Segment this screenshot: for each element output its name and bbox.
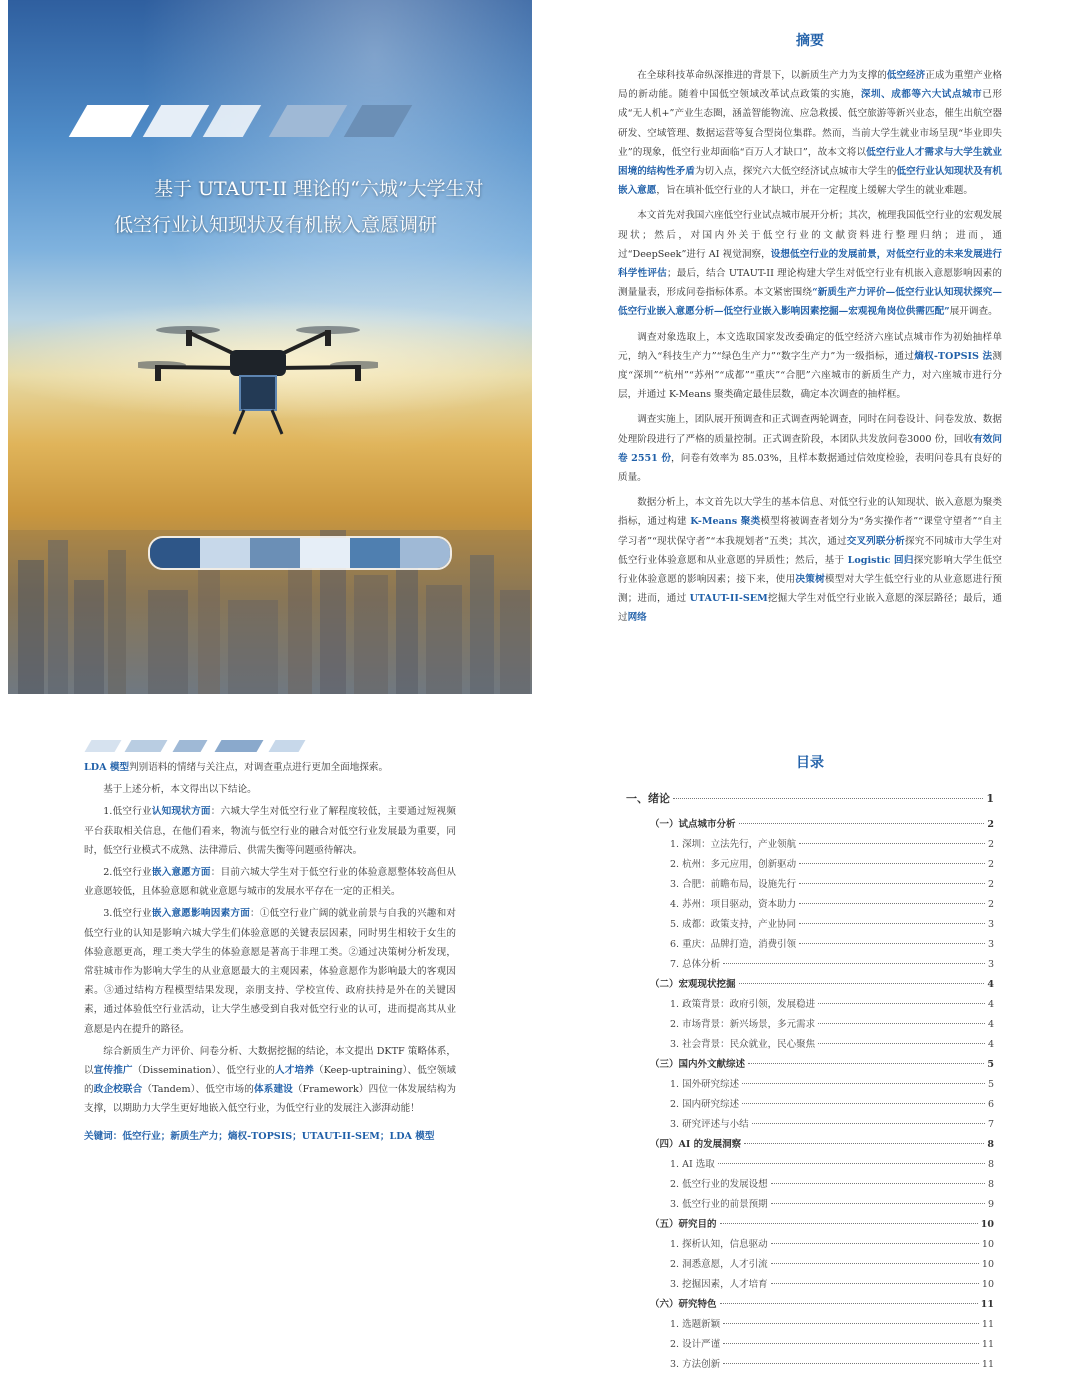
paragraph-text: 本文首先对我国六座低空行业试点城市展开分析；其次，梳理我国低空行业的宏观发展现状；然后，对国内外关于低空行业的文献资料进行整理归纳；进而，通过“DeepSeek”进行 AI 视觉洞察， [618, 210, 1002, 260]
toc-entry-page: 7 [987, 1119, 994, 1130]
body-paragraph [84, 802, 456, 860]
highlight-text: 人才培养 [275, 1065, 314, 1077]
strip-segment [300, 538, 350, 568]
body-paragraph [618, 328, 1002, 405]
toc-entry-page: 8 [987, 1159, 994, 1170]
toc-entry-page: 2 [987, 839, 994, 850]
strip-segment [250, 538, 300, 568]
toc-entry-title: 2. 洞悉意愿，人才引流 [670, 1259, 768, 1270]
highlight-text: UTAUT-II-SEM [689, 593, 768, 605]
highlight-text: 政企校联合 [93, 1084, 143, 1096]
body-paragraph [618, 493, 1002, 627]
toc-entry[interactable] [626, 936, 994, 956]
highlight-text: 低空经济 [886, 70, 926, 81]
toc-entry-page: 4 [987, 1039, 994, 1050]
highlight-text: 设想低空行业的发展前景，对低空行业的未来发展进行科学性评估 [618, 248, 1003, 280]
toc-entry[interactable] [626, 916, 994, 936]
toc-entry[interactable] [626, 1356, 994, 1376]
toc-entry[interactable] [626, 976, 994, 996]
strip-segment [200, 538, 250, 568]
highlight-text: “新质生产力评价—低空行业认知现状探究—低空行业嵌入意愿分析—低空行业嵌入影响因素挖掘—宏观视角岗位供需匹配” [618, 287, 1002, 318]
toc-entry[interactable] [626, 1016, 994, 1036]
body-paragraph [84, 780, 456, 799]
highlight-text: 低空行业人才需求与大学生就业困境的结构性矛盾 [618, 146, 1003, 178]
toc-entry-title: （一）试点城市分析 [650, 819, 736, 830]
toc-entry-title: 3. 方法创新 [670, 1359, 721, 1370]
highlight-text: 熵权-TOPSIS 法 [914, 350, 993, 362]
toc-leader-dots [799, 923, 985, 924]
abstract-heading: 摘要 [796, 33, 824, 49]
deco-bar [125, 740, 168, 752]
paragraph-text: 调查实施上，团队展开预调查和正式调查两轮调查，同时在问卷设计、问卷发放、数据处理阶段进行了严格的质量控制。正式调查阶段，本团队共发放问卷3000 份，回收 [618, 414, 1002, 445]
paragraph-text: 展开调查。 [949, 306, 998, 318]
deco-bar [269, 740, 306, 752]
body-paragraph [84, 758, 456, 777]
highlight-text: 宣传推广 [93, 1065, 133, 1077]
toc-entry-page: 5 [987, 1079, 994, 1090]
toc-leader-dots [723, 1363, 979, 1364]
toc-entry-title: 1. 深圳：立法先行，产业领航 [670, 839, 797, 850]
deco-bar [215, 740, 264, 752]
toc-entry-title: 2. 市场背景：新兴场景，多元需求 [670, 1019, 816, 1030]
paragraph-text: 调查对象选取上，本文选取国家发改委确定的低空经济六座试点城市作为初始抽样单元，纳入“科技生产力”“绿色生产力”“数字生产力”为一级指标，通过 [618, 331, 1002, 362]
deco-bar [269, 105, 347, 137]
toc-entry-title: （五）研究目的 [650, 1219, 717, 1230]
toc-entry-title: 2. 杭州：多元应用，创新驱动 [670, 859, 797, 870]
toc-leader-dots [673, 798, 983, 799]
toc-entry-title: 6. 重庆：品牌打造，消费引领 [670, 939, 797, 950]
toc-leader-dots [720, 1223, 978, 1224]
paragraph-text: （Tandem）、低空市场的 [142, 1084, 254, 1096]
toc-leader-dots [799, 883, 985, 884]
toc-entry-title: （六）研究特色 [650, 1299, 717, 1310]
toc-entry[interactable] [626, 1096, 994, 1116]
paragraph-text: ；最后，结合 UTAUT-II 理论构建大学生对低空行业有机嵌入意愿影响因素的测量量表，形成问卷指标体系。本文紧密围绕 [618, 268, 1002, 299]
strip-segment [400, 538, 450, 568]
highlight-text: 深圳、成都等六大试点城市 [860, 89, 983, 101]
paragraph-text: 1.低空行业 [103, 806, 152, 818]
toc-leader-dots [799, 863, 985, 864]
toc-entry[interactable] [626, 836, 994, 856]
cover-title-line2: 低空行业认知现状及有机嵌入意愿调研 [114, 214, 438, 236]
paragraph-text: 测度“深圳”“杭州”“苏州”“成都”“重庆”“合肥”六座城市的新质生产力，对六座城市进行分层，并通过 K-Means 聚类确定最佳层数，确定本次调查的抽样框。 [618, 350, 1002, 401]
toc-entry-page: 10 [981, 1239, 994, 1250]
toc-leader-dots [744, 1143, 984, 1144]
cover-page [8, 0, 532, 694]
toc-entry[interactable] [626, 1316, 994, 1336]
strip-segment [150, 538, 200, 568]
abstract-body [618, 66, 1002, 628]
paragraph-text: 模型将被调查者划分为“务实操作者”“课堂守望者”“自主学习者”“现状保守者”“本我规划者”五类；其次，通过 [618, 516, 1002, 547]
toc-entry[interactable] [626, 1116, 994, 1136]
body-paragraph [618, 206, 1002, 321]
toc-entry-page: 3 [987, 919, 994, 930]
toc-entry-page: 2 [987, 859, 994, 870]
toc-entry-title: 1. 国外研究综述 [670, 1079, 740, 1090]
toc-entry[interactable] [626, 876, 994, 896]
paragraph-text: （Dissemination）、低空行业的 [132, 1065, 276, 1077]
toc-entry-title: 1. 政策背景：政府引领，发展稳进 [670, 999, 816, 1010]
toc-leader-dots [742, 1083, 985, 1084]
toc-leader-dots [723, 963, 985, 964]
toc-entry[interactable] [626, 1176, 994, 1196]
toc-entry[interactable] [626, 896, 994, 916]
toc-entry[interactable] [626, 1296, 994, 1316]
toc-leader-dots [739, 983, 985, 984]
toc-entry-page: 11 [980, 1299, 994, 1310]
toc-leader-dots [752, 1123, 985, 1124]
conclusion-page [84, 738, 456, 1149]
toc-entry-page: 2 [987, 899, 994, 910]
toc-entry-title: 2. 低空行业的发展设想 [670, 1179, 768, 1190]
toc-entry-page: 10 [981, 1259, 994, 1270]
toc-entry-page: 5 [987, 1059, 994, 1070]
toc-entry[interactable] [626, 856, 994, 876]
highlight-text: K-Means 聚类 [690, 516, 761, 528]
toc-entry-page: 9 [987, 1199, 994, 1210]
toc-leader-dots [799, 843, 985, 844]
toc-entry-title: 7. 总体分析 [670, 959, 721, 970]
decorative-bars [84, 738, 456, 754]
paragraph-text: ，问卷有效率为 85.03%，且样本数据通过信效度检验，表明问卷具有良好的质量。 [618, 452, 1002, 484]
toc-entry-page: 3 [987, 939, 994, 950]
toc-entry-title: 1. 选题新颖 [670, 1319, 721, 1330]
toc-leader-dots [723, 1323, 979, 1324]
paragraph-text: 3.低空行业 [103, 908, 152, 920]
toc-entry[interactable] [626, 1156, 994, 1176]
toc-entry-page: 11 [981, 1339, 994, 1350]
toc-entry-title: 一、绪论 [626, 792, 670, 805]
paragraph-text: ：①低空行业广阔的就业前景与自我的兴趣和对低空行业的认知是影响六城大学生们体验意愿的关键表层因素，同时男生相较于女生的体验意愿更高，理工类大学生的体验意愿是著高于非理工类。②通过决策树分析发现，常驻城市作为影响大学生的从业意愿最大的主观因素，体验意愿作为影响最大的客观因素。③通过结构方程模型结果发现，亲朋支持、学校宣传、政府扶持是外在的关键因素，通过体验低空行业活动，让大学生感受到自我对低空行业的认可，进而提高其从业意愿是内在提升的路径。 [84, 908, 456, 1035]
body-paragraph [84, 1042, 456, 1119]
toc-entry-title: 3. 合肥：前瞻布局，设施先行 [670, 879, 797, 890]
body-paragraph [84, 863, 456, 901]
toc-entry-title: （四）AI 的发展洞察 [650, 1139, 742, 1150]
toc-entry[interactable] [626, 816, 994, 836]
paragraph-text: 为切入点，探究六大低空经济试点城市大学生的 [694, 166, 897, 178]
toc-leader-dots [718, 1163, 985, 1164]
table-of-contents [626, 752, 994, 1376]
highlight-text: 认知现状方面 [151, 806, 211, 818]
toc-entry-title: （三）国内外文献综述 [650, 1059, 746, 1070]
toc-leader-dots [771, 1263, 979, 1264]
paragraph-text: 正成为重塑产业格局的新动能。随着中国低空领域改革试点政策的实施， [618, 70, 1003, 101]
highlight-text: 交叉列联分析 [846, 535, 906, 547]
highlight-text: 网络 [627, 612, 647, 624]
deco-bar [173, 740, 208, 752]
toc-entry-page: 10 [980, 1219, 994, 1230]
toc-entry[interactable] [626, 956, 994, 976]
highlight-text: LDA 模型 [84, 762, 130, 773]
drone-illustration [138, 310, 378, 440]
strip-segment [350, 538, 400, 568]
decorative-strip [148, 536, 452, 570]
toc-entry-title: 3. 挖掘因素，人才培育 [670, 1279, 768, 1290]
body-paragraph [618, 410, 1002, 487]
highlight-text: 有效问卷 2551 份 [618, 433, 1003, 464]
highlight-text: 决策树 [795, 574, 825, 586]
paragraph-text: 基于上述分析，本文得出以下结论。 [103, 784, 257, 796]
abstract-page [618, 30, 1002, 634]
toc-leader-dots [818, 1043, 985, 1044]
toc-leader-dots [739, 823, 985, 824]
toc-entry-page: 8 [987, 1139, 994, 1150]
toc-leader-dots [742, 1103, 985, 1104]
toc-entry[interactable] [626, 1056, 994, 1076]
toc-entry[interactable] [626, 1196, 994, 1216]
toc-entry-page: 8 [987, 1179, 994, 1190]
keywords-line: 关键词：低空行业；新质生产力；熵权-TOPSIS；UTAUT-II-SEM；LDA 模型 [84, 1130, 435, 1142]
paragraph-text: ：目前六城大学生对于低空行业的体验意愿整体较高但从业意愿较低，且体验意愿和就业意愿与城市的发展水平存在一定的正相关。 [84, 867, 457, 898]
toc-entry-title: 2. 设计严谨 [670, 1339, 721, 1350]
body-paragraph [618, 66, 1002, 200]
toc-entry-page: 4 [987, 999, 994, 1010]
paragraph-text: 综合新质生产力评价、问卷分析、大数据挖掘的结论，本文提出 DKTF 策略体系，以 [84, 1045, 456, 1077]
paragraph-text: （Keep-uptraining）、低空领域的 [84, 1065, 457, 1096]
toc-entry-title: 1. AI 选取 [670, 1159, 715, 1170]
paragraph-text: 挖掘大学生对低空行业嵌入意愿的深层路径；最后，通过 [618, 593, 1002, 624]
toc-entry-page: 11 [981, 1319, 994, 1330]
toc-entry-page: 4 [987, 1019, 994, 1030]
toc-entry-title: （二）宏观现状挖掘 [650, 979, 736, 990]
highlight-text: 嵌入意愿方面 [151, 867, 211, 879]
toc-entry-page: 4 [987, 979, 994, 990]
body-paragraph [84, 904, 456, 1038]
paragraph-text: 2.低空行业 [103, 867, 152, 879]
paragraph-text: ：六城大学生对低空行业了解程度较低，主要通过短视频平台获取相关信息，在他们看来，物流与低空行业的融合对低空行业发展最为重要，同时，低空行业模式不成熟、法律滞后、供需失衡等问题亟待解决。 [84, 806, 457, 856]
cover-title-line1: 基于 UTAUT-II 理论的“六城”大学生对 [154, 178, 484, 200]
toc-entry[interactable] [626, 1036, 994, 1056]
highlight-text: Logistic 回归 [847, 554, 914, 566]
highlight-text: 低空行业认知现状及有机嵌入意愿 [618, 166, 1003, 197]
toc-entry[interactable] [626, 1256, 994, 1276]
toc-entry-title: 1. 探析认知，信息驱动 [670, 1239, 768, 1250]
deco-bar [85, 740, 122, 752]
toc-entry[interactable] [626, 1236, 994, 1256]
paragraph-text: （Framework）四位一体发展结构为支撑，以期助力大学生更好地嵌入低空行业，为低空行业的发展注入澎湃动能！ [84, 1084, 457, 1115]
toc-leader-dots [771, 1283, 979, 1284]
toc-leader-dots [818, 1003, 985, 1004]
toc-entry-page: 2 [987, 819, 994, 830]
toc-entry[interactable] [626, 1076, 994, 1096]
toc-leader-dots [799, 943, 985, 944]
toc-leader-dots [771, 1183, 985, 1184]
paragraph-text: ，旨在填补低空行业的人才缺口，并在一定程度上缓解大学生的就业难题。 [656, 185, 973, 197]
toc-heading: 目录 [796, 755, 824, 771]
toc-entry-page: 10 [981, 1279, 994, 1290]
toc-entry-page: 11 [981, 1359, 994, 1370]
paragraph-text: 探究影响大学生低空行业体验意愿的影响因素；接下来，使用 [618, 554, 1003, 586]
paragraph-text: 探究不同城市大学生对低空行业体验意愿和从业意愿的异质性；然后，基于 [618, 535, 1003, 566]
toc-entry[interactable] [626, 1216, 994, 1236]
toc-leader-dots [771, 1203, 985, 1204]
toc-entry-title: 2. 国内研究综述 [670, 1099, 740, 1110]
toc-leader-dots [723, 1343, 979, 1344]
highlight-text: 嵌入意愿影响因素方面 [151, 908, 251, 920]
toc-entry[interactable] [626, 790, 994, 816]
toc-entry-title: 3. 研究评述与小结 [670, 1119, 749, 1130]
toc-entry-page: 6 [987, 1099, 994, 1110]
paragraph-text: 模型对大学生低空行业的从业意愿进行预测；进而，通过 [618, 574, 1003, 605]
highlight-text: 体系建设 [254, 1084, 293, 1096]
toc-leader-dots [720, 1303, 978, 1304]
toc-entry-page: 1 [986, 792, 994, 805]
toc-leader-dots [771, 1243, 979, 1244]
toc-entry[interactable] [626, 996, 994, 1016]
toc-entry-title: 4. 苏州：项目驱动，资本助力 [670, 899, 797, 910]
deco-bar [69, 105, 149, 137]
city-skyline [8, 470, 532, 694]
paragraph-text: 已形成“无人机+”产业生态圈，涵盖智能物流、应急救援、低空旅游等新兴业态，催生出航空器研发、空域管理、数据运营等复合型岗位集群。然而，当前大学生就业市场呈现“毕业即失业”的现象，低空行业却面临“百万人才缺口”，故本文将以 [618, 89, 1003, 158]
toc-entry[interactable] [626, 1276, 994, 1296]
toc-leader-dots [748, 1063, 984, 1064]
toc-entry-title: 5. 成都：政策支持，产业协同 [670, 919, 797, 930]
toc-list [626, 790, 994, 1376]
paragraph-text: 数据分析上，本文首先以大学生的基本信息、对低空行业的认知现状、嵌入意愿为聚类指标，通过构建 [618, 497, 1002, 528]
toc-entry[interactable] [626, 1336, 994, 1356]
toc-entry-page: 2 [987, 879, 994, 890]
conclusion-body [84, 758, 456, 1119]
toc-entry-page: 3 [987, 959, 994, 970]
deco-bar [203, 105, 261, 137]
toc-leader-dots [818, 1023, 985, 1024]
paragraph-text: 判别语料的情绪与关注点，对调查重点进行更加全面地探索。 [129, 762, 389, 773]
toc-entry[interactable] [626, 1136, 994, 1156]
toc-entry-title: 3. 社会背景：民众就业，民心聚焦 [670, 1039, 816, 1050]
toc-leader-dots [799, 903, 985, 904]
deco-bar [143, 105, 209, 137]
toc-entry-title: 3. 低空行业的前景预期 [670, 1199, 768, 1210]
deco-bar [344, 105, 412, 137]
paragraph-text: 在全球科技革命纵深推进的背景下，以新质生产力为支撑的 [637, 70, 887, 81]
